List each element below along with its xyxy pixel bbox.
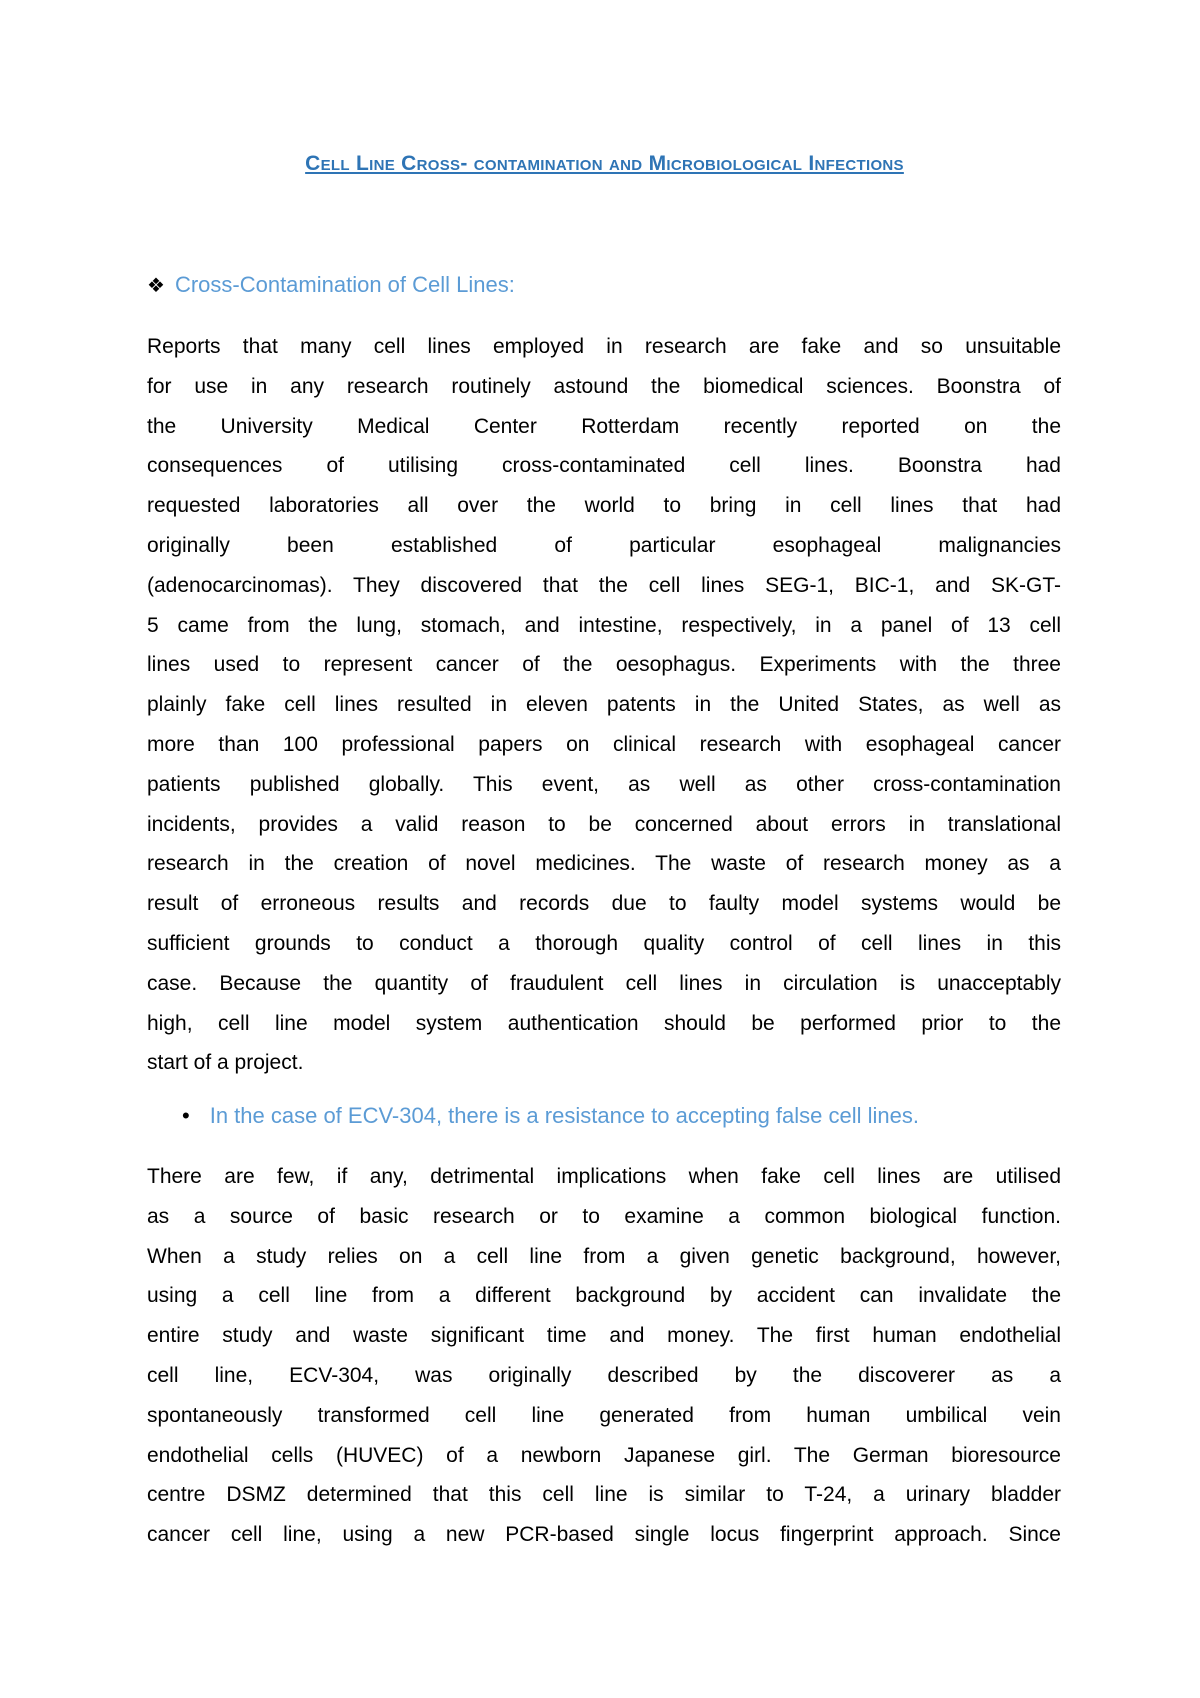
paragraph-ecv304 <box>147 1157 1061 1555</box>
text-line: spontaneously transformed cell line generated from human umbilical vein <box>147 1403 1061 1427</box>
text-line: research in the creation of novel medicines. The waste of research money as a <box>147 852 1061 876</box>
paragraph-cross-contamination <box>147 327 1061 1083</box>
text-line: sufficient grounds to conduct a thorough quality control of cell lines in this <box>147 931 1061 955</box>
text-line: 5 came from the lung, stomach, and intestine, respectively, in a panel of 13 cell <box>147 613 1061 637</box>
text-line: the University Medical Center Rotterdam recently reported on the <box>147 414 1061 438</box>
text-line: consequences of utilising cross-contaminated cell lines. Boonstra had <box>147 454 1061 478</box>
text-line: cell line, ECV-304, was originally described by the discoverer as a <box>147 1363 1061 1387</box>
text-line: case. Because the quantity of fraudulent cell lines in circulation is unacceptably <box>147 971 1061 995</box>
bullet-text: In the case of ECV-304, there is a resistance to accepting false cell lines. <box>209 1103 919 1128</box>
diamond-bullet-icon: ❖ <box>147 275 165 297</box>
text-line: originally been established of particular esophageal malignancies <box>147 533 1061 557</box>
text-line: using a cell line from a different background by accident can invalidate the <box>147 1284 1061 1308</box>
text-line: requested laboratories all over the world to bring in cell lines that had <box>147 494 1061 518</box>
text-line: entire study and waste significant time and money. The first human endothelial <box>147 1324 1061 1348</box>
text-line: (adenocarcinomas). They discovered that the cell lines SEG-1, BIC-1, and SK-GT- <box>147 573 1061 597</box>
text-line: for use in any research routinely astound the biomedical sciences. Boonstra of <box>147 374 1061 398</box>
text-line: incidents, provides a valid reason to be concerned about errors in translational <box>147 812 1061 836</box>
text-line: more than 100 professional papers on clinical research with esophageal cancer <box>147 732 1061 756</box>
bullet-item <box>182 1103 919 1129</box>
text-line: patients published globally. This event, as well as other cross-contamination <box>147 772 1061 796</box>
text-line: endothelial cells (HUVEC) of a newborn Japanese girl. The German bioresource <box>147 1443 1061 1467</box>
section-heading <box>147 272 515 298</box>
document-title: Cell Line Cross- contamination and Microbiological Infections <box>305 152 904 175</box>
text-line: There are few, if any, detrimental implications when fake cell lines are utilised <box>147 1165 1061 1188</box>
text-line: as a source of basic research or to examine a common biological function. <box>147 1204 1061 1228</box>
text-line: centre DSMZ determined that this cell line is similar to T-24, a urinary bladder <box>147 1483 1061 1507</box>
text-line: cancer cell line, using a new PCR-based single locus fingerprint approach. Since <box>147 1523 1061 1547</box>
text-line: lines used to represent cancer of the oesophagus. Experiments with the three <box>147 653 1061 677</box>
text-line: When a study relies on a cell line from a given genetic background, however, <box>147 1244 1061 1268</box>
text-line: Reports that many cell lines employed in research are fake and so unsuitable <box>147 335 1061 358</box>
section-heading-text: Cross-Contamination of Cell Lines: <box>174 272 515 297</box>
bullet-dot-icon: • <box>182 1103 190 1128</box>
text-line: plainly fake cell lines resulted in eleven patents in the United States, as well as <box>147 693 1061 717</box>
text-line: high, cell line model system authentication should be performed prior to the <box>147 1011 1061 1035</box>
text-line: result of erroneous results and records due to faulty model systems would be <box>147 892 1061 916</box>
text-line: start of a project. <box>147 1051 304 1075</box>
